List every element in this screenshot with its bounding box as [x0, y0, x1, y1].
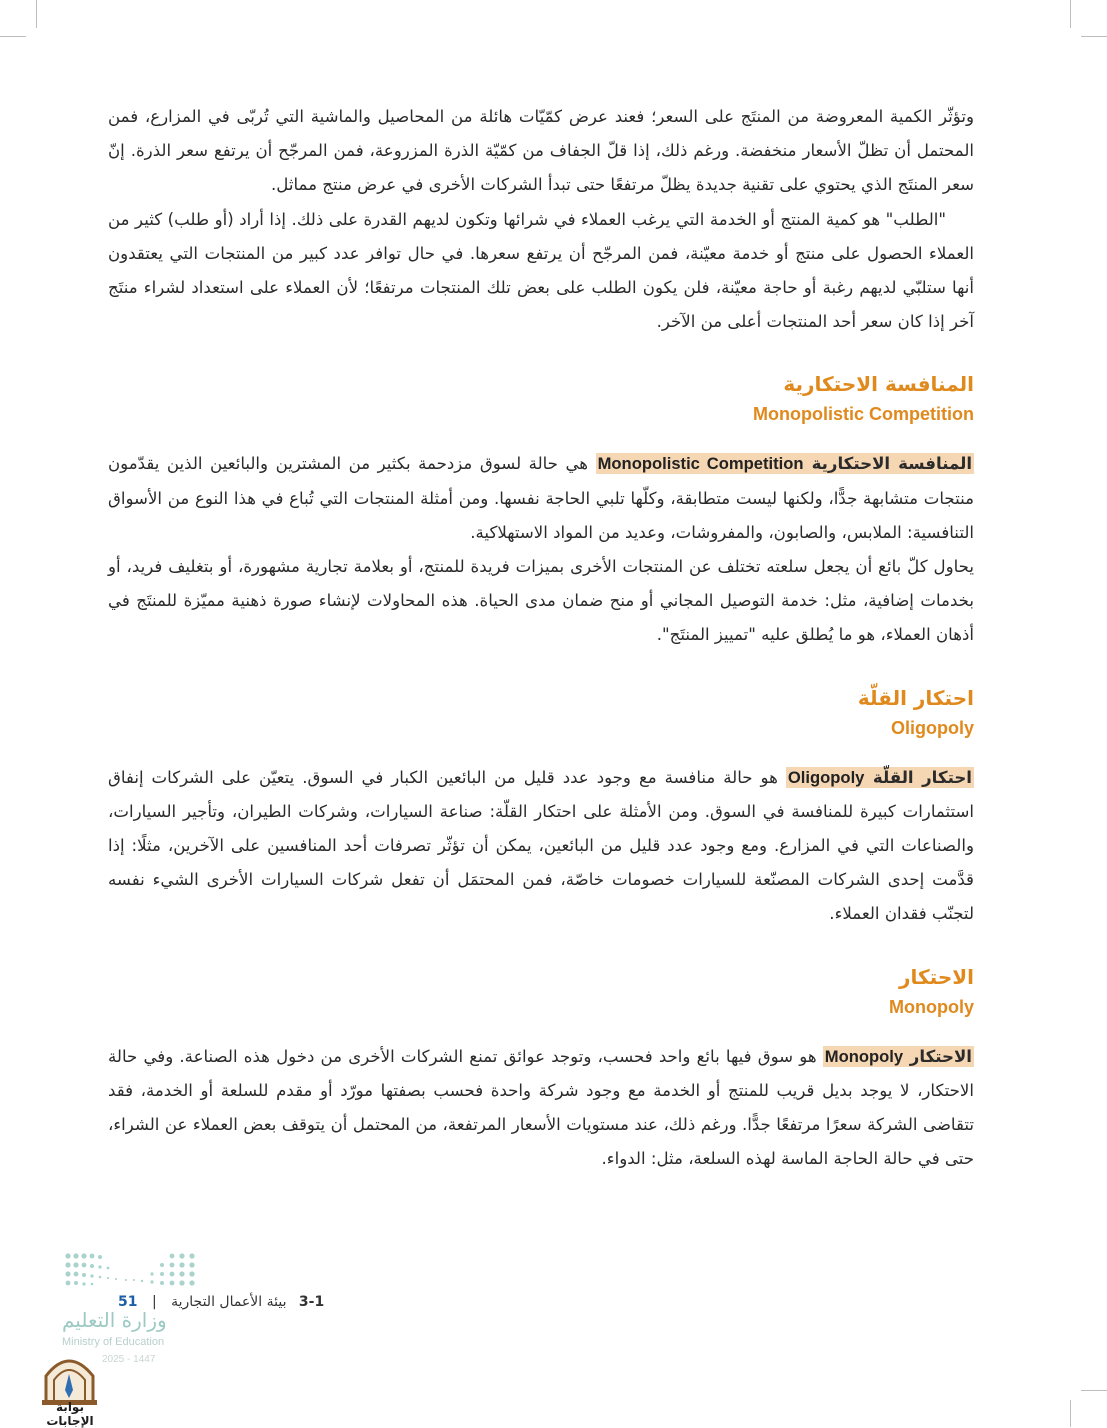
crop-mark-top-left	[36, 0, 37, 28]
crop-mark-bottom-right	[1070, 1400, 1071, 1427]
crop-mark-top-right	[1070, 0, 1071, 28]
monopolistic-term: المنافسة الاحتكارية Monopolistic Competition	[597, 454, 973, 474]
answers-gate-badge-text: بوابة الإجابات	[46, 1400, 94, 1428]
monopolistic-paragraph-differentiation: يحاول كلّ بائع أن يجعل سلعته تختلف عن المنتجات الأخرى بميزات فريدة للمنتج، أو بعلامة تجارية مشهورة، أو بتغليف فريد، أو بخدمات إضافية، مثل: خدمة التوصيل المجاني أو منح ضمان مدى الحياة. هذه المحاولات لإنشاء صورة ذهنية مميّزة للمنتَج في أذهان العملاء، هو ما يُطلق عليه "تمييز المنتَج".	[108, 557, 974, 645]
oligopoly-heading-ar: احتكار القلّة	[857, 685, 974, 710]
ministry-year: 2025 - 1447	[102, 1354, 156, 1365]
monopolistic-heading-ar: المنافسة الاحتكارية	[783, 372, 974, 397]
crop-mark-top-right-h	[1081, 36, 1107, 37]
page-content	[108, 100, 974, 1176]
crop-mark-top-left-h	[0, 36, 26, 37]
oligopoly-definition: احتكار القلّة Oligopoly هو حالة منافسة مع وجود عدد قليل من البائعين الكبار في السوق. يتعيّن على الشركات إنفاق استثمارات كبيرة للمنافسة في السوق. ومن الأمثلة على احتكار القلّة: صناعة السيارات، وشركات الطيران، وتأجير السيارات، والصناعات التي في المزارع. ومع وجود عدد قليل من البائعين، يمكن أن تؤثّر تصرفات أحد المنافسين على الآخرين، مثلًا: إذا قدَّمت إحدى الشركات المصنّعة للسيارات خصومات خاصّة، فمن المحتمَل أن تفعل شركات السيارات الأخرى الشيء نفسه لتجنّب فقدان العملاء.	[108, 767, 974, 924]
monopolistic-heading-en: Monopolistic Competition	[753, 404, 974, 425]
ministry-name-en: Ministry of Education	[62, 1336, 165, 1348]
intro-paragraph-demand: "الطلب" هو كمية المنتج أو الخدمة التي يرغب العملاء في شرائها وتكون لديهم القدرة على ذلك. إذا أراد (أو طلب) كثير من العملاء الحصول على منتج أو خدمة معيّنة، فمن المرجّح أن يرتفع سعرها. في حال توافر عدد كبير من المنتجات التي يعتقدون أنها ستلبّي لديهم رغبة أو حاجة معيّنة، فلن يكون الطلب على بعض تلك المنتجات مرتفعًا؛ لأن العملاء على استعداد لشراء منتَج آخر إذا كان سعر أحد المنتجات أعلى من الآخر.	[108, 209, 974, 332]
monopoly-heading-en: Monopoly	[889, 996, 974, 1017]
page-number: 51	[118, 1294, 138, 1310]
footer-separator: |	[151, 1294, 157, 1310]
ministry-logo-icon	[62, 1250, 202, 1290]
intro-paragraph-supply: وتؤثّر الكمية المعروضة من المنتَج على السعر؛ فعند عرض كمّيّات هائلة من المحاصيل والماشية التي تُربّى في المزارع، فمن المحتمل أن تظلّ الأسعار منخفضة. ورغم ذلك، إذا قلّ الجفاف من كمّيّة الذرة المزروعة، فمن المرجّح أن يرتفع سعر الذرة. إنّ سعر المنتَج الذي يحتوي على تقنية جديدة يظلّ مرتفعًا حتى تبدأ الشركات الأخرى في عرض منتج مماثل.	[108, 107, 974, 195]
monopoly-definition: الاحتكار Monopoly هو سوق فيها بائع واحد فحسب، وتوجد عوائق تمنع الشركات الأخرى من دخول هذه الصناعة. وفي حالة الاحتكار، لا يوجد بديل قريب للمنتج أو الخدمة مع وجود شركة واحدة فحسب بصفتها مورّد أو مقدم للسلعة أو الخدمة، فقد تتقاضى الشركة سعرًا مرتفعًا جدًّا. ورغم ذلك، عند مستويات الأسعار المرتفعة، من المحتمل أن يتوقف بعض العملاء عن الشراء، حتى في حالة الحاجة الماسة لهذه السلعة، مثل: الدواء.	[108, 1046, 974, 1169]
monopolistic-definition: المنافسة الاحتكارية Monopolistic Competition هي حالة لسوق مزدحمة بكثير من المشترين والبائعين الذين يقدّمون منتجات متشابهة جدًّا، ولكنها ليست متطابقة، وكلّها تلبي الحاجة نفسها. ومن أمثلة المنتجات التي تُباع في هذا النوع من الأسواق التنافسية: الملابس، والصابون، والمفروشات، وعديد من المواد الاستهلاكية.	[108, 454, 974, 542]
footer-section-number: 3-1	[298, 1294, 325, 1310]
crop-mark-bottom-right-h	[1081, 1390, 1107, 1391]
oligopoly-heading-en: Oligopoly	[891, 717, 974, 738]
footer-chapter-title: بيئة الأعمال التجارية	[171, 1294, 287, 1310]
monopoly-heading-ar: الاحتكار	[899, 964, 974, 989]
monopoly-term: الاحتكار Monopoly	[824, 1046, 972, 1066]
oligopoly-term: احتكار القلّة Oligopoly	[787, 767, 972, 787]
ministry-name-ar: وزارة التعليم	[62, 1308, 167, 1332]
